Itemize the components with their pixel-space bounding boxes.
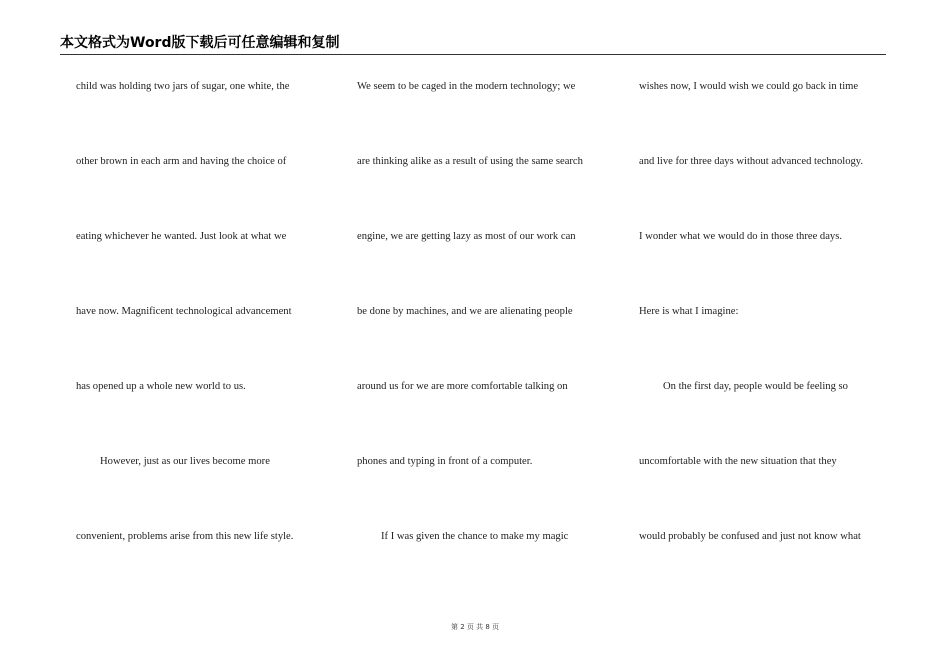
text-line: eating whichever he wanted. Just look at what we	[76, 231, 287, 242]
text-line: be done by machines, and we are alienating people	[357, 306, 573, 317]
text-line: We seem to be caged in the modern technology; we	[357, 81, 576, 92]
text-line: convenient, problems arise from this new life style.	[76, 531, 294, 542]
text-line: If I was given the chance to make my magic	[381, 531, 569, 542]
text-line: child was holding two jars of sugar, one white, the	[76, 81, 290, 92]
text-line: I wonder what we would do in those three days.	[639, 231, 842, 242]
text-line: have now. Magnificent technological advancement	[76, 306, 292, 317]
page-footer	[0, 622, 950, 632]
text-line: engine, we are getting lazy as most of our work can	[357, 231, 576, 242]
text-line: wishes now, I would wish we could go back in time	[639, 81, 859, 92]
text-line: Here is what I imagine:	[639, 306, 739, 317]
page-header	[60, 34, 886, 55]
text-line: around us for we are more comfortable talking on	[357, 381, 568, 392]
text-line: and live for three days without advanced technology.	[639, 156, 864, 167]
text-line: phones and typing in front of a computer.	[357, 456, 533, 467]
header-title: 本文格式为Word版下载后可任意编辑和复制	[60, 35, 340, 51]
text-line: would probably be confused and just not know what	[639, 531, 861, 542]
text-line: other brown in each arm and having the choice of	[76, 156, 287, 167]
text-line: On the first day, people would be feeling so	[663, 381, 848, 392]
text-line: uncomfortable with the new situation that they	[639, 456, 837, 467]
text-line: However, just as our lives become more	[100, 456, 270, 467]
text-line: are thinking alike as a result of using the same search	[357, 156, 583, 167]
page-indicator: 第 2 页 共 8 页	[450, 623, 500, 631]
text-line: has opened up a whole new world to us.	[76, 381, 246, 392]
